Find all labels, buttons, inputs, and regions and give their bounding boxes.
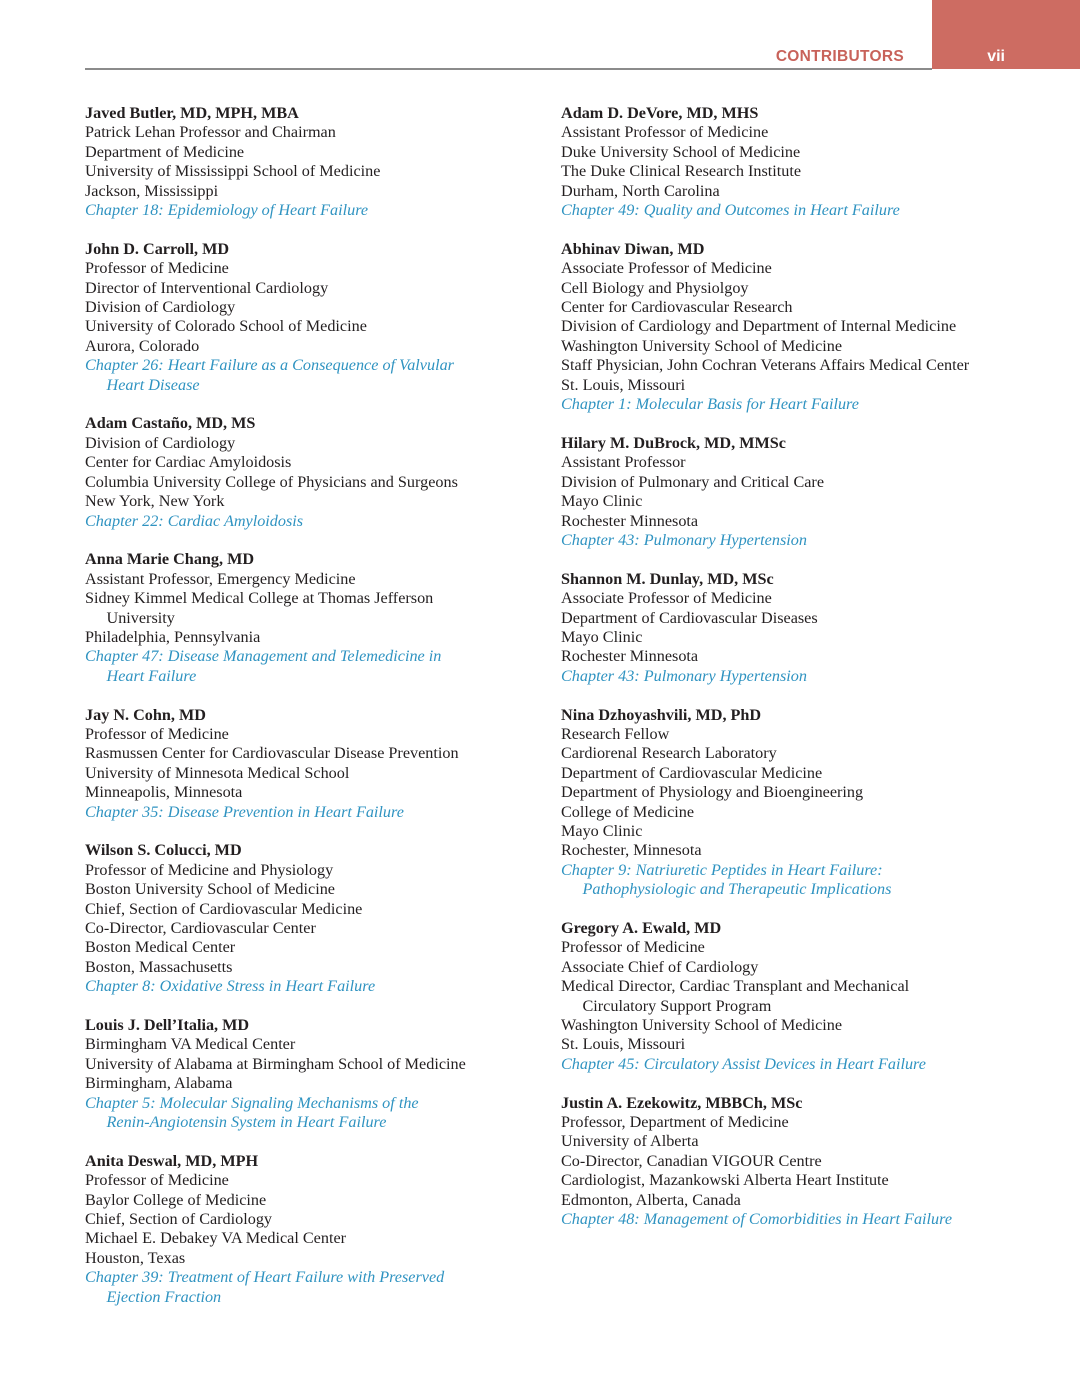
contributor-affiliation-line: Division of Pulmonary and Critical Care	[561, 472, 824, 491]
contributor-entry	[85, 1152, 535, 1307]
contributor-affiliation-line: Professor of Medicine	[85, 1171, 229, 1190]
contributor-affiliation-line: Assistant Professor, Emergency Medicine	[85, 569, 356, 588]
contributor-affiliation-line: Assistant Professor	[561, 453, 686, 472]
contributor-affiliation-line: Birmingham VA Medical Center	[85, 1035, 296, 1054]
chapter-reference: Ejection Fraction	[106, 1287, 222, 1306]
chapter-reference: Chapter 9: Natriuretic Peptides in Heart Failure:	[561, 860, 883, 879]
contributor-affiliation-line: Jackson, Mississippi	[85, 181, 219, 200]
contributor-affiliation-line: Cardiologist, Mazankowski Alberta Heart Institute	[561, 1171, 889, 1190]
chapter-reference: Chapter 48: Management of Comorbidities in Heart Failure	[561, 1210, 953, 1229]
contributor-affiliation-line: Division of Cardiology and Department of Internal Medicine	[561, 317, 957, 336]
contributor-affiliation-line: Rochester, Minnesota	[561, 841, 702, 860]
contributor-name: Anita Deswal, MD, MPH	[85, 1151, 259, 1170]
contributor-affiliation-line: Baylor College of Medicine	[85, 1190, 267, 1209]
chapter-reference: Chapter 22: Cardiac Amyloidosis	[85, 511, 304, 530]
contributor-name: Justin A. Ezekowitz, MBBCh, MSc	[561, 1093, 803, 1112]
contributor-name: Anna Marie Chang, MD	[85, 550, 255, 569]
contributor-affiliation-line: Boston University School of Medicine	[85, 880, 335, 899]
contributor-affiliation-line: Professor of Medicine	[85, 259, 229, 278]
chapter-reference: Renin-Angiotensin System in Heart Failure	[106, 1113, 387, 1132]
contributor-affiliation-line: Center for Cardiac Amyloidosis	[85, 453, 292, 472]
contributor-affiliation-line: Chief, Section of Cardiovascular Medicine	[85, 899, 363, 918]
contributor-affiliation-line: University of Colorado School of Medicine	[85, 317, 367, 336]
contributor-entry	[561, 240, 1031, 415]
chapter-reference: Chapter 35: Disease Prevention in Heart Failure	[85, 802, 404, 821]
contributor-affiliation-line: Columbia University College of Physicians and Surgeons	[85, 472, 458, 491]
contributor-affiliation-line: Minneapolis, Minnesota	[85, 783, 243, 802]
contributor-affiliation-line: Department of Physiology and Bioengineering	[561, 783, 864, 802]
contributor-affiliation-line: University of Alberta	[561, 1132, 699, 1151]
contributor-affiliation-line: The Duke Clinical Research Institute	[561, 162, 802, 181]
contributor-affiliation-line: University of Mississippi School of Medicine	[85, 162, 381, 181]
contributor-entry	[85, 104, 535, 220]
contributor-affiliation-line: Rasmussen Center for Cardiovascular Disease Prevention	[85, 744, 459, 763]
contributor-entry	[85, 1016, 535, 1132]
contributor-affiliation-line: Associate Professor of Medicine	[561, 589, 772, 608]
contributor-affiliation-line: Department of Cardiovascular Diseases	[561, 608, 818, 627]
contributor-affiliation-line: Co-Director, Cardiovascular Center	[85, 918, 316, 937]
contributor-affiliation-line: Professor of Medicine	[85, 724, 229, 743]
contributor-affiliation-line: Assistant Professor of Medicine	[561, 123, 769, 142]
chapter-reference: Heart Failure	[106, 666, 197, 685]
contributor-affiliation-line: Patrick Lehan Professor and Chairman	[85, 123, 336, 142]
contributor-entry	[85, 706, 535, 822]
chapter-reference: Chapter 45: Circulatory Assist Devices in Heart Failure	[561, 1054, 926, 1073]
contributor-affiliation-line: Sidney Kimmel Medical College at Thomas Jefferson	[85, 589, 434, 608]
contributor-name: Jay N. Cohn, MD	[85, 705, 206, 724]
contributor-affiliation-line: Co-Director, Canadian VIGOUR Centre	[561, 1151, 822, 1170]
contributor-name: Wilson S. Colucci, MD	[85, 841, 242, 860]
contributor-affiliation-line: St. Louis, Missouri	[561, 1035, 686, 1054]
contributor-affiliation-line: Boston, Massachusetts	[85, 957, 233, 976]
contributor-entry	[561, 919, 1031, 1074]
chapter-reference: Heart Disease	[106, 375, 200, 394]
contributor-affiliation-line: Cell Biology and Physiolgoy	[561, 278, 749, 297]
contributor-affiliation-line: New York, New York	[85, 492, 225, 511]
contributor-entry	[561, 570, 1031, 686]
contributor-affiliation-line: Aurora, Colorado	[85, 336, 200, 355]
contributor-affiliation-line: College of Medicine	[561, 802, 695, 821]
contributor-affiliation-line: Cardiorenal Research Laboratory	[561, 744, 777, 763]
contributor-affiliation-line: Birmingham, Alabama	[85, 1074, 233, 1093]
contributor-name: Abhinav Diwan, MD	[561, 239, 705, 258]
contributor-name: Javed Butler, MD, MPH, MBA	[85, 104, 299, 122]
contributor-entry	[85, 550, 535, 686]
contributor-name: John D. Carroll, MD	[85, 239, 230, 258]
contributor-affiliation-line: Research Fellow	[561, 724, 670, 743]
contributor-name: Shannon M. Dunlay, MD, MSc	[561, 569, 774, 588]
contributor-affiliation-line: Associate Chief of Cardiology	[561, 957, 759, 976]
contributor-name: Adam Castaño, MD, MS	[85, 414, 256, 433]
contributor-entry	[85, 414, 535, 530]
contributor-entry	[85, 841, 535, 996]
chapter-reference: Pathophysiologic and Therapeutic Implications	[582, 880, 892, 899]
contributor-affiliation-line: Duke University School of Medicine	[561, 142, 801, 161]
contributor-affiliation-line: University	[106, 608, 175, 627]
contributor-affiliation-line: Washington University School of Medicine	[561, 1016, 843, 1035]
contributor-affiliation-line: Mayo Clinic	[561, 492, 643, 511]
chapter-reference: Chapter 26: Heart Failure as a Consequence of Valvular	[85, 356, 454, 375]
chapter-reference: Chapter 39: Treatment of Heart Failure with Preserved	[85, 1268, 445, 1287]
contributor-affiliation-line: Edmonton, Alberta, Canada	[561, 1190, 741, 1209]
contributor-affiliation-line: Associate Professor of Medicine	[561, 259, 772, 278]
contributor-name: Hilary M. DuBrock, MD, MMSc	[561, 433, 786, 452]
header-accent-tab	[932, 0, 1080, 69]
contributor-name: Adam D. DeVore, MD, MHS	[561, 104, 759, 122]
contributor-affiliation-line: Washington University School of Medicine	[561, 336, 843, 355]
chapter-reference: Chapter 43: Pulmonary Hypertension	[561, 666, 807, 685]
contributor-name: Gregory A. Ewald, MD	[561, 918, 722, 937]
contributor-affiliation-line: Professor, Department of Medicine	[561, 1113, 789, 1132]
contributor-affiliation-line: Division of Cardiology	[85, 298, 236, 317]
chapter-reference: Chapter 18: Epidemiology of Heart Failure	[85, 201, 369, 220]
chapter-reference: Chapter 8: Oxidative Stress in Heart Failure	[85, 977, 376, 996]
contributor-affiliation-line: Department of Cardiovascular Medicine	[561, 763, 823, 782]
chapter-reference: Chapter 47: Disease Management and Telemedicine in	[85, 647, 442, 666]
chapter-reference: Chapter 49: Quality and Outcomes in Heart Failure	[561, 201, 900, 220]
contributor-affiliation-line: Department of Medicine	[85, 142, 245, 161]
contributors-column-left	[85, 104, 535, 1326]
contributor-name: Louis J. Dell’Italia, MD	[85, 1016, 250, 1034]
chapter-reference: Chapter 5: Molecular Signaling Mechanisms of the	[85, 1093, 419, 1112]
chapter-reference: Chapter 1: Molecular Basis for Heart Failure	[561, 395, 859, 414]
contributor-affiliation-line: Chief, Section of Cardiology	[85, 1210, 273, 1229]
chapter-reference: Chapter 43: Pulmonary Hypertension	[561, 530, 807, 549]
contributor-affiliation-line: Durham, North Carolina	[561, 181, 720, 200]
contributor-affiliation-line: Houston, Texas	[85, 1248, 186, 1267]
contributor-affiliation-line: Professor of Medicine	[561, 938, 705, 957]
contributor-affiliation-line: Professor of Medicine and Physiology	[85, 860, 334, 879]
contributor-entry	[85, 240, 535, 395]
contributor-affiliation-line: Director of Interventional Cardiology	[85, 278, 329, 297]
contributor-affiliation-line: Boston Medical Center	[85, 938, 236, 957]
contributor-affiliation-line: Michael E. Debakey VA Medical Center	[85, 1229, 347, 1248]
contributor-affiliation-line: Rochester Minnesota	[561, 647, 699, 666]
contributor-name: Nina Dzhoyashvili, MD, PhD	[561, 705, 762, 724]
contributor-affiliation-line: University of Alabama at Birmingham School of Medicine	[85, 1054, 466, 1073]
running-header-section: CONTRIBUTORS	[775, 48, 904, 65]
contributor-affiliation-line: Center for Cardiovascular Research	[561, 298, 793, 317]
contributor-entry	[561, 1094, 1031, 1230]
contributor-affiliation-line: Mayo Clinic	[561, 627, 643, 646]
page-number: vii	[987, 48, 1005, 65]
contributor-affiliation-line: Mayo Clinic	[561, 821, 643, 840]
contributor-affiliation-line: Circulatory Support Program	[582, 996, 772, 1015]
contributor-affiliation-line: St. Louis, Missouri	[561, 375, 686, 394]
contributor-entry	[561, 104, 1031, 220]
contributor-affiliation-line: Rochester Minnesota	[561, 511, 699, 530]
contributor-affiliation-line: University of Minnesota Medical School	[85, 763, 350, 782]
contributors-column-right	[561, 104, 1031, 1249]
contributor-affiliation-line: Staff Physician, John Cochran Veterans Affairs Medical Center	[561, 356, 970, 375]
contributor-entry	[561, 434, 1031, 550]
contributor-affiliation-line: Medical Director, Cardiac Transplant and Mechanical	[561, 977, 910, 996]
contributor-affiliation-line: Philadelphia, Pennsylvania	[85, 627, 261, 646]
contributor-entry	[561, 706, 1031, 900]
header-divider	[85, 68, 932, 70]
contributor-affiliation-line: Division of Cardiology	[85, 433, 236, 452]
